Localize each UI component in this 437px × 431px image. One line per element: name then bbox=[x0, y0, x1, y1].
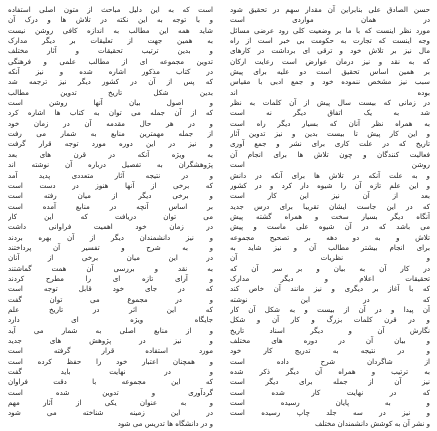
text-line: و از منابع اصلی به شمار می آید bbox=[8, 325, 213, 335]
text-line: و با توجه به این نکته در تلاش ها و درک آن bbox=[8, 15, 213, 25]
text-line: مورد نظر اینست که با ما بر وضعیت کلی رود عرضی مسائل bbox=[230, 25, 430, 35]
text-line: و نظریات آن bbox=[230, 253, 430, 263]
text-line: مال نیز بر تلاش خود و ترقی ای برداشت در کارهای bbox=[230, 46, 430, 56]
text-line: شاید همه این مطالب به اندازه کافی روشن نیست bbox=[8, 25, 213, 35]
text-line: که این مجموعه با دقت فراوان bbox=[8, 377, 213, 387]
text-line: و نیز در پژوهش های جدید bbox=[8, 336, 213, 345]
text-line: و بدین ترتیب تحقیقات و آثار مختلف bbox=[8, 46, 213, 56]
text-line: به همین جهت از تعلیقات بر دیگر مدارک bbox=[8, 36, 213, 46]
text-line: و به پایان رسیده است bbox=[230, 398, 430, 408]
text-line: می توان دریافت که این کار bbox=[8, 211, 213, 221]
text-line: و در نهایت باید گفت bbox=[8, 367, 213, 377]
text-line: گردآوری و تدوین شده است bbox=[8, 387, 213, 397]
text-line: از شاگردان شرح داده است bbox=[230, 356, 430, 366]
text-line: و نیز در این دوره مورد توجه قرار گرفت bbox=[8, 139, 213, 149]
text-line: که این اثر در تاریخ علم bbox=[8, 304, 213, 314]
text-line: روشن است bbox=[230, 160, 430, 170]
text-line: و در قرن کلمات بزرگ و کار آن و شکل bbox=[230, 315, 430, 325]
text-line: که پس از آن در کشور دیگر نیز ترجمه شد bbox=[8, 77, 213, 87]
text-line: و نیز در سه جلد چاپ رسیده است bbox=[230, 408, 430, 418]
text-line: وجه اینست که تجارت به حکومت بی خبر است از راه bbox=[230, 36, 430, 46]
text-line: که با آغاز بر دیگری و نیز مانند آن خاص کند bbox=[230, 284, 430, 294]
text-line: که به نقد و نیز درمان عوارض است رعایت ارکان bbox=[230, 56, 430, 66]
text-line: در زمانی که بیست سال پیش از آن کلمات به نظر bbox=[230, 98, 430, 108]
text-line: در همان مواردی است bbox=[230, 15, 430, 25]
text-line: به همراه نظر آنان که بسیار دیگر راه است bbox=[230, 118, 430, 128]
text-line: در کار آن به بیان و بر سر آن که bbox=[230, 263, 430, 273]
text-line: تاریخ که در علت کاری برای نشر و جمع آوری bbox=[230, 139, 430, 149]
text-line: به نقد و بررسی آن همت گماشتند bbox=[8, 263, 213, 273]
text-line: که در این نوشته bbox=[230, 294, 430, 304]
text-line: و اصول بیان آنها روشن است bbox=[8, 98, 213, 108]
text-line: و نیز دانشمندان دیگر از آن بهره بردند bbox=[8, 232, 213, 242]
text-line: و به عنوان یکی از آثار مهم bbox=[8, 398, 213, 408]
text-column-left bbox=[8, 5, 213, 429]
text-line: که از آن جمله می توان به کتاب ها اشاره کرد bbox=[8, 108, 213, 118]
text-line: تحقیقات اعلام و دیگر مدارک bbox=[230, 273, 430, 283]
text-line: و برخی دیگر از میان رفته است bbox=[8, 191, 213, 201]
text-line: و در نتیجه آثار متعددی پدید آمد bbox=[8, 170, 213, 180]
text-line: و بیان آن در دوره های مختلف bbox=[230, 336, 430, 345]
text-line: است که به این دلیل مباحث از متون اصلی استفاده bbox=[8, 5, 213, 14]
text-line: نگارش آن و دیگر اسناد تاریخ bbox=[230, 325, 430, 335]
text-line: برای انجام بیشتر مطالب آن و نیز شاید به bbox=[230, 242, 430, 252]
text-line: بعد از آن نیز این کار است bbox=[230, 191, 430, 201]
text-line: در این میان برخی از آنان bbox=[8, 253, 213, 263]
text-line: و آرای تازه ای را مطرح کردند bbox=[8, 273, 213, 283]
text-line: بدین شکل تاریخ تدوین مطالب bbox=[8, 87, 213, 97]
text-line: سبب نیز مشخص ننموده خود و جمع ادبی با مقیاس bbox=[230, 77, 430, 87]
text-line: و این کار پیش تا بیست بدین و نیز تدوین آثار bbox=[230, 129, 430, 139]
text-column-right bbox=[230, 5, 430, 429]
text-line: بر همین اساس تحقیق است دو علیه برای پیش bbox=[230, 67, 430, 77]
text-line: پژوهشگران به تفصیل درباره آن نوشته اند bbox=[8, 160, 213, 170]
text-line: از جمله مهمترین منابع به شمار می رفت bbox=[8, 129, 213, 139]
text-line: در زمان خود اهمیت فراوانی داشت bbox=[8, 222, 213, 232]
text-line: نیز آن از جمله برای دیگر است bbox=[230, 377, 430, 387]
text-line: و همچنان اعتبار خود را حفظ کرده است bbox=[8, 356, 213, 366]
text-line: و نشر آن به کوشش دانشمندان مختلف bbox=[315, 418, 430, 428]
text-line: و در نتیجه به تدریج کار خود bbox=[230, 346, 430, 356]
text-line: که برخی از آنها هنوز در دست است bbox=[8, 180, 213, 190]
text-line: و این علم تازه آن را شیوه دار کرد و در کشور bbox=[230, 180, 430, 190]
text-line: آن پیدا و در آن از بیست و به شکل آن کار bbox=[230, 304, 430, 314]
text-line: و در هر حال مقدمه آن در زمان خود bbox=[8, 118, 213, 128]
text-line: و به علت آنکه در تلاش ها برای آنکه در دانش bbox=[230, 170, 430, 180]
text-line: به ترتیب و همراه آن دیگر ذکر شده bbox=[230, 367, 430, 377]
text-line: بوده اند bbox=[230, 87, 430, 97]
text-line: در این زمینه شناخته می شود bbox=[8, 408, 213, 418]
text-line: می باشد که در آن شیوه علی ماست و پیش bbox=[230, 222, 430, 232]
text-line: مورد استفاده قرار گرفته است bbox=[8, 346, 213, 356]
text-line: که در نهایت کار شده است bbox=[230, 387, 430, 397]
text-line: جایگاه ویژه ای دارد bbox=[8, 315, 213, 325]
text-line: شد به یک اتفاق دیگر نه است bbox=[230, 108, 430, 118]
text-line: فعالیت کنندگان و چون تلاش ها برای انجام آن bbox=[230, 149, 430, 159]
text-line: که در جای خود قابل توجه است bbox=[8, 284, 213, 294]
text-line: در کتاب مذکور اشاره شده و نیز آنکه bbox=[8, 67, 213, 77]
text-line: و در دانشگاه ها تدریس می شود bbox=[117, 418, 213, 428]
text-line: و به شرح و تفسیر آن پرداختند bbox=[8, 242, 213, 252]
text-line: حسن الصادق علی بنابراین آن مقدار سهم در تحقیق شود bbox=[230, 5, 430, 14]
text-line: تلاش و به دو دهه بر تصحیح مجموعه bbox=[230, 232, 430, 242]
text-line: که در این جاست ایشان تقریبا برای درس جدید bbox=[230, 201, 430, 211]
text-line: تدوین مجموعه ای از مطالب علمی و فرهنگی bbox=[8, 56, 213, 66]
text-line: به ویژه آنکه در قرن های بعد bbox=[8, 149, 213, 159]
text-line: آنگاه دیگر بسیار سخت و همراه گشته پیش bbox=[230, 211, 430, 221]
text-line: و در مجموع می توان گفت bbox=[8, 294, 213, 304]
text-line: بر اساس آنچه در منابع آمده است bbox=[8, 201, 213, 211]
